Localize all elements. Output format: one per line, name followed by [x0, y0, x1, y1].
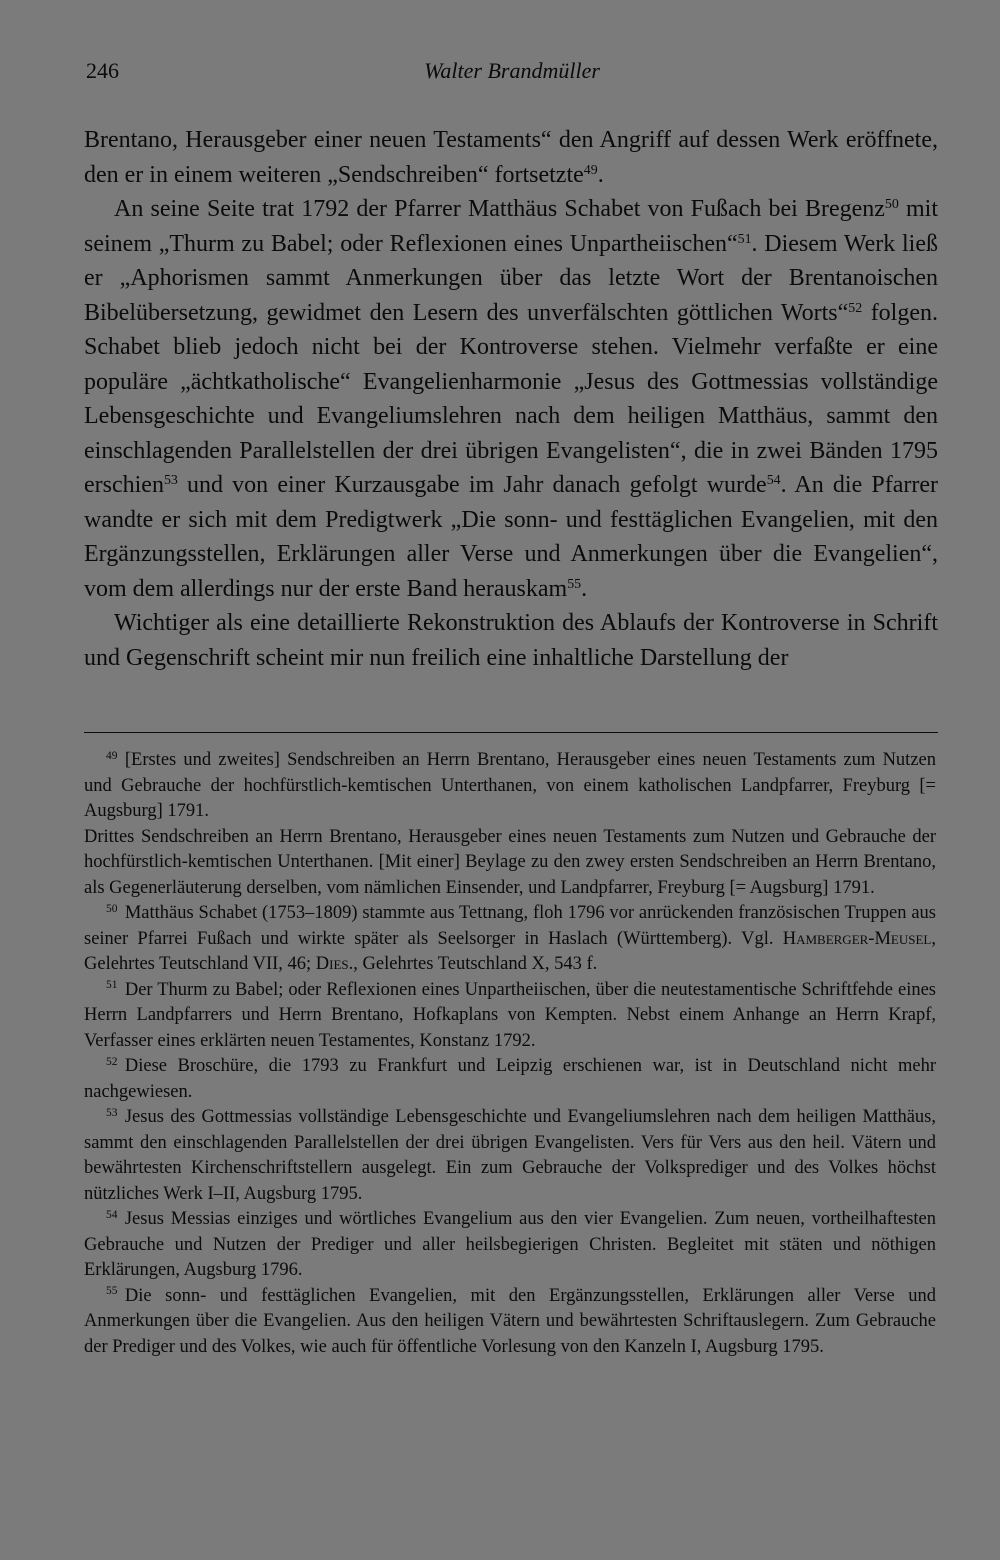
footnote-separator: [84, 732, 938, 733]
running-header-author: Walter Brandmüller: [424, 58, 600, 83]
paragraph-1: Brentano, Herausgeber einer neuen Testaments“ den Angriff auf dessen Werk eröffnete, den er in einem weiteren „Sendschreiben“ fortsetzte$^{49}$.: [84, 127, 938, 188]
footnote-ref-51[interactable]: 51: [737, 231, 752, 247]
footnote-number: 49: [106, 749, 118, 762]
footnote-55: $^{55}$ Die sonn- und festtäglichen Evangelien, mit den Ergänzungsstellen, Erklärungen aller Verse und Anmerkungen über die Evangelien. Aus den heiligen Vätern und bewährtesten Schriftauslegern. Zum Gebrauche der Prediger und des Volkes, wie auch für öffentliche Vorlesung von den Kanzeln I, Augsburg 1795.: [84, 1285, 936, 1357]
footnote-53: $^{53}$ Jesus des Gottmessias vollständige Lebensgeschichte und Evangeliumslehren nach dem heiligen Matthäus, sammt den einschlagenden Parallelstellen der drei übrigen Evangelisten. Vers für Vers aus den heil. Vätern und bewährtesten Kirchenschriftstellern ausgelegt. Ein zum Gebrauche der Volksprediger und des Volkes höchst nützliches Werk I–II, Augsburg 1795.: [84, 1106, 936, 1204]
footnote-50: $^{50}$ Matthäus Schabet (1753–1809) stammte aus Tettnang, floh 1796 vor anrückenden französischen Truppen aus seiner Pfarrei Fußach und wirkte später als Seelsorger in Haslach (Württemberg). Vgl. Hamberger-Meusel, Gelehrtes Teutschland VII, 46; Dies., Gelehrtes Teutschland X, 543 f.: [84, 902, 936, 974]
footnote-number: 55: [106, 1285, 118, 1298]
footnote-ref-52[interactable]: 52: [848, 300, 863, 316]
footnote-ref-49[interactable]: 49: [583, 162, 598, 178]
footnote-number: 50: [106, 902, 118, 915]
footnotes: [84, 748, 936, 1360]
page-number: 246: [86, 58, 119, 83]
paragraph-2: An seine Seite trat 1792 der Pfarrer Matthäus Schabet von Fußach bei Bregenz$^{50}$ mit seinem „Thurm zu Babel; oder Reflexionen eines Unpartheiischen“$^{51}$. Diesem Werk ließ er „Aphorismen sammt Anmerkungen über das letzte Wort der Brentanoischen Bibelübersetzung, gewidmet den Lesern des unverfälschten göttlichen Worts“$^{52}$ folgen. Schabet blieb jedoch nicht bei der Kontroverse stehen. Vielmehr verfaßte er eine populäre „ächtkatholische“ Evangelienharmonie „Jesus des Gottmessias vollständige Lebensgeschichte und Evangeliumslehren nach dem heiligen Matthäus, sammt den einschlagenden Parallelstellen der drei übrigen Evangelisten“, die in zwei Bänden 1795 erschien$^{53}$ und von einer Kurzausgabe im Jahr danach gefolgt wurde$^{54}$. An die Pfarrer wandte er sich mit dem Predigtwerk „Die sonn- und festtäglichen Evangelien, mit den Ergänzungsstellen, Erklärungen aller Verse und Anmerkungen über die Evangelien“, vom dem allerdings nur der erste Band herauskam$^{55}$.: [84, 196, 939, 602]
footnote-49: $^{49}$ [Erstes und zweites] Sendschreiben an Herrn Brentano, Herausgeber eines neuen Testaments zum Nutzen und Gebrauche der hochfürstlich-kemtischen Unterthanen, von einem katholischen Landpfarrer, Freyburg [= Augsburg] 1791.: [84, 749, 936, 821]
paragraph-3: Wichtiger als eine detaillierte Rekonstruktion des Ablaufs der Kontroverse in Schrift und Gegenschrift scheint mir nun freilich eine inhaltliche Darstellung der: [84, 610, 938, 671]
footnote-ref-54[interactable]: 54: [766, 473, 781, 489]
footnote-number: 54: [106, 1208, 118, 1221]
footnote-ref-53[interactable]: 53: [163, 473, 178, 489]
footnote-51: $^{51}$ Der Thurm zu Babel; oder Reflexionen eines Unpartheiischen, über die neutestamentische Schriftfehde eines Herrn Landpfarrers und Herrn Brentano, Hofkaplans von Kempten. Nebst einem Anhange an Herrn Krapf, Verfasser eines erklärten neuen Testamentes, Konstanz 1792.: [84, 979, 936, 1051]
footnote-52: $^{52}$ Diese Broschüre, die 1793 zu Frankfurt und Leipzig erschienen war, ist in Deutschland nicht mehr nachgewiesen.: [84, 1055, 936, 1102]
footnote-54: $^{54}$ Jesus Messias einziges und wörtliches Evangelium aus den vier Evangelien. Zum neuen, vortheilhaftesten Gebrauche und Nutzen der Prediger und aller heilsbegierigen Christen. Begleitet mit stäten und nöthigen Erklärungen, Augsburg 1796.: [84, 1208, 936, 1280]
footnote-ref-55[interactable]: 55: [567, 576, 582, 592]
footnote-number: 51: [106, 979, 118, 992]
footnote-ref-50[interactable]: 50: [884, 197, 899, 213]
main-text: [84, 123, 938, 675]
footnote-number: 53: [106, 1106, 118, 1119]
running-header: [86, 58, 938, 90]
footnote-49-continued: Drittes Sendschreiben an Herrn Brentano, Herausgeber eines neuen Testaments zum Nutzen und Gebrauche der hochfürstlich-kemtischen Unterthanen. [Mit einer] Beylage zu den zwey ersten Sendschreiben an Herrn Brentano, als Gegenerläuterung derselben, vom nämlichen Einsender, und Landpfarrer, Freyburg [= Augsburg] 1791.: [84, 826, 936, 898]
footnote-number: 52: [106, 1055, 118, 1068]
